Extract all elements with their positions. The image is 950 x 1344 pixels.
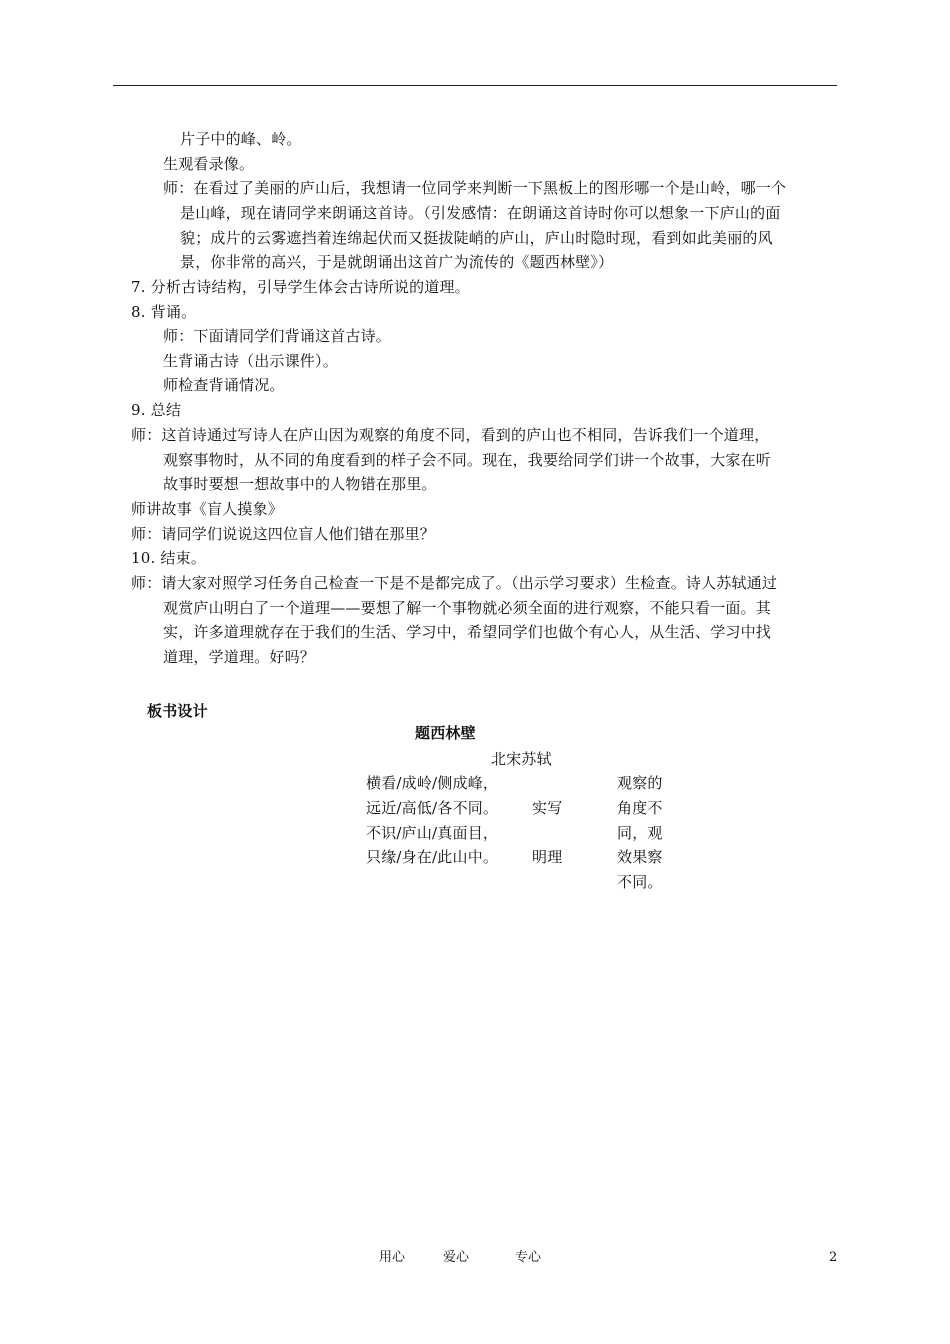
poem-title: 题西林壁 [415,724,476,742]
footer-word: 专心 [515,1250,542,1265]
list-item-10: 10. 结束。 [131,549,207,567]
body-line: 道理，学道理。好吗？ [163,648,316,666]
body-line: 观察事物时，从不同的角度看到的样子会不同。现在，我要给同学们讲一个故事，大家在听 [163,451,772,469]
body-line: 师：请大家对照学习任务自己检查一下是不是都完成了。（出示学习要求）生检查。诗人苏轼通过 [131,574,778,592]
header-rule [113,85,837,86]
poem-line: 远近/高低/各不同。 [366,799,499,817]
body-line: 貌；成片的云雾遮挡着连绵起伏而又挺拔陡峭的庐山，庐山时隐时现，看到如此美丽的风 [180,229,773,247]
body-line: 故事时要想一想故事中的人物错在那里。 [163,475,437,493]
poem-line: 横看/成岭/侧成峰， [366,774,499,792]
list-item-9: 9. 总结 [131,401,182,419]
board-note-line: 不同。 [617,873,663,891]
footer-word: 用心 [379,1250,406,1265]
body-line: 师：在看过了美丽的庐山后，我想请一位同学来判断一下黑板上的图形哪一个是山岭，哪一个 [163,179,787,197]
footer-word: 爱心 [443,1250,470,1265]
page-number: 2 [829,1250,838,1265]
board-note-line: 观察的 [617,774,663,792]
body-line: 观赏庐山明白了一个道理——要想了解一个事物就必须全面的进行观察，不能只看一面。其 [163,599,772,617]
board-note-line: 同，观 [617,824,663,842]
body-line: 实，许多道理就存在于我们的生活、学习中，希望同学们也做个有心人，从生活、学习中找 [163,623,772,641]
body-line: 生背诵古诗（出示课件）。 [163,352,338,370]
body-line: 师：这首诗通过写诗人在庐山因为观察的角度不同，看到的庐山也不相同，告诉我们一个道理， [131,426,770,444]
poem-line: 只缘/身在/此山中。 [366,848,499,866]
body-line: 师：请同学们说说这四位盲人他们错在那里？ [131,525,436,543]
board-note-line: 效果察 [617,848,663,866]
body-line: 片子中的峰、岭。 [180,130,302,148]
board-heading: 板书设计 [147,702,208,720]
body-line: 生观看录像。 [163,155,255,173]
body-line: 景，你非常的高兴，于是就朗诵出这首广为流传的《题西林壁》） [180,253,614,271]
body-line: 是山峰，现在请同学来朗诵这首诗。（引发感情：在朗诵这首诗时你可以想象一下庐山的面 [180,204,781,222]
label-mingli: 明理 [532,848,563,866]
poem-line: 不识/庐山/真面目， [366,824,499,842]
label-shixie: 实写 [532,799,563,817]
body-line: 师讲故事《盲人摸象》 [131,500,284,518]
list-item-8: 8. 背诵。 [131,303,197,321]
body-line: 师：下面请同学们背诵这首古诗。 [163,327,392,345]
list-item-7: 7. 分析古诗结构，引导学生体会古诗所说的道理。 [131,278,470,296]
body-line: 师检查背诵情况。 [163,376,285,394]
board-note-line: 角度不 [617,799,663,817]
poem-author: 北宋苏轼 [491,750,552,768]
